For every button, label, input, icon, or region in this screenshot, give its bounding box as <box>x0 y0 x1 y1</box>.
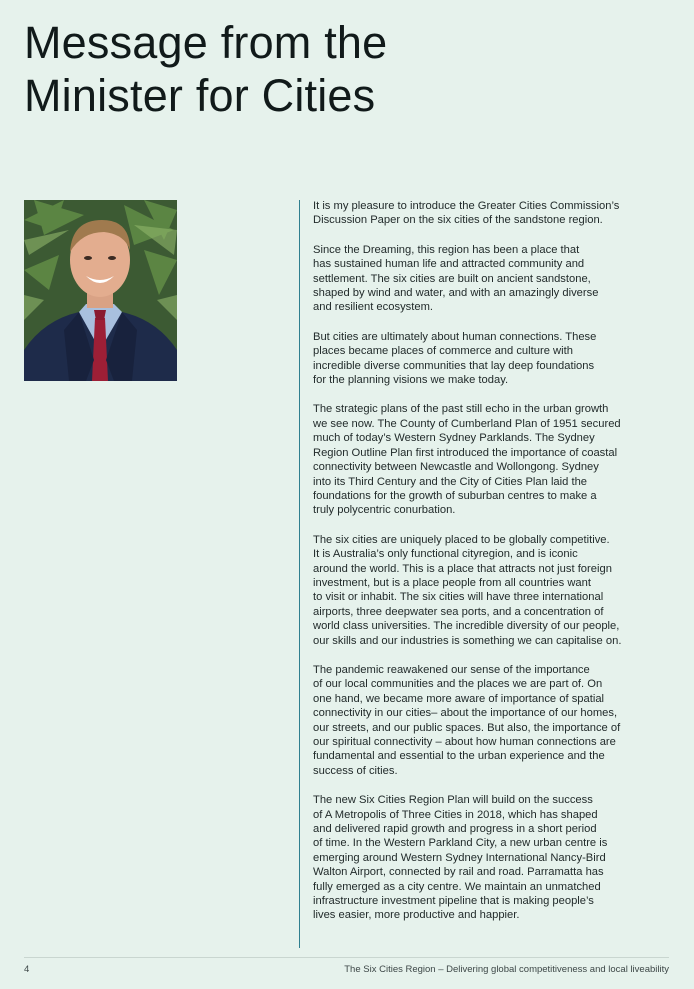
text-line: lives easier, more productive and happier. <box>313 909 520 922</box>
text-line: of A Metropolis of Three Cities in 2018, which has shaped <box>313 808 598 821</box>
text-line: It is Australia’s only functional cityregion, and is iconic <box>313 548 578 561</box>
text-line: Discussion Paper on the six cities of the sandstone region. <box>313 214 603 227</box>
page-title-line-2: Minister for Cities <box>24 70 376 121</box>
text-line: into its Third Century and the City of Cities Plan laid the <box>313 475 588 488</box>
text-line: The pandemic reawakened our sense of the importance <box>313 663 590 676</box>
page-number: 4 <box>24 964 30 975</box>
text-line: of time. In the Western Parkland City, a new urban centre is <box>313 837 608 850</box>
paragraph-7 <box>313 793 665 923</box>
text-line: connectivity in our cities– about the importance of our homes, <box>313 707 618 720</box>
text-line: It is my pleasure to introduce the Greater Cities Commission’s <box>313 200 620 212</box>
text-line: The six cities are uniquely placed to be globally competitive. <box>313 533 610 546</box>
text-line: for the planning visions we make today. <box>313 374 509 387</box>
text-line: investment, but is a place people from all countries want <box>313 576 591 589</box>
text-line: Since the Dreaming, this region has been a place that <box>313 243 580 256</box>
text-line: emerging around Western Sydney International Nancy-Bird <box>313 851 606 864</box>
text-line: airports, three deepwater sea ports, and a concentration of <box>313 605 604 618</box>
paragraph-5 <box>313 533 665 648</box>
text-line: connectivity between Newcastle and Wollongong. Sydney <box>313 461 599 474</box>
text-line: and resilient ecosystem. <box>313 301 434 314</box>
message-body <box>313 199 665 938</box>
paragraph-3 <box>313 330 665 388</box>
text-line: has sustained human life and attracted community and <box>313 258 585 271</box>
text-line: settlement. The six cities are built on ancient sandstone, <box>313 272 591 285</box>
text-line: truly polycentric conurbation. <box>313 504 456 517</box>
text-line: shaped by wind and water, and with an amazingly diverse <box>313 287 599 300</box>
text-line: foundations for the growth of suburban centres to make a <box>313 489 597 502</box>
text-line: of our local communities and the places we are part of. On <box>313 678 603 691</box>
text-line: Region Outline Plan first introduced the importance of coastal <box>313 446 618 459</box>
text-line: world class universities. The incredible diversity of our people, <box>313 620 620 633</box>
paragraph-4 <box>313 402 665 517</box>
minister-portrait-photo <box>24 200 177 381</box>
paragraph-2 <box>313 243 665 315</box>
text-line: one hand, we became more aware of importance of spatial <box>313 692 605 705</box>
vertical-divider <box>299 200 300 948</box>
text-line: The strategic plans of the past still echo in the urban growth <box>313 403 609 416</box>
text-line: fundamental and essential to the urban experience and the <box>313 750 605 763</box>
text-line: and delivered rapid growth and progress in a short period <box>313 823 597 836</box>
text-line: Walton Airport, connected by rail and road. Parramatta has <box>313 866 604 879</box>
footer-rule <box>24 957 669 958</box>
paragraph-6 <box>313 663 665 778</box>
text-line: much of today’s Western Sydney Parklands. The Sydney <box>313 432 595 445</box>
paragraph-1 <box>313 199 665 228</box>
page-title <box>24 16 544 122</box>
text-line: our spiritual connectivity – about how human connections are <box>313 736 616 748</box>
text-line: around the world. This is a place that attracts not just foreign <box>313 562 612 575</box>
page-title-line-1: Message from the <box>24 17 388 68</box>
text-line: our skills and our industries is something we can capitalise on. <box>313 634 622 647</box>
text-line: fully emerged as a city centre. We maintain an unmatched <box>313 880 601 893</box>
text-line: incredible diverse communities that lay deep foundations <box>313 359 595 372</box>
text-line: to visit or inhabit. The six cities will have three international <box>313 591 604 604</box>
text-line: success of cities. <box>313 764 398 777</box>
text-line: we see now. The County of Cumberland Plan of 1951 secured <box>313 417 621 430</box>
text-line: places became places of commerce and culture with <box>313 345 573 358</box>
text-line: The new Six Cities Region Plan will build on the success <box>313 794 593 807</box>
running-title: The Six Cities Region – Delivering global competitiveness and local liveability <box>344 964 669 975</box>
text-line: our streets, and our public spaces. But also, the importance of <box>313 721 621 734</box>
text-line: infrastructure investment pipeline that is making people’s <box>313 895 594 908</box>
text-line: But cities are ultimately about human connections. These <box>313 330 597 343</box>
